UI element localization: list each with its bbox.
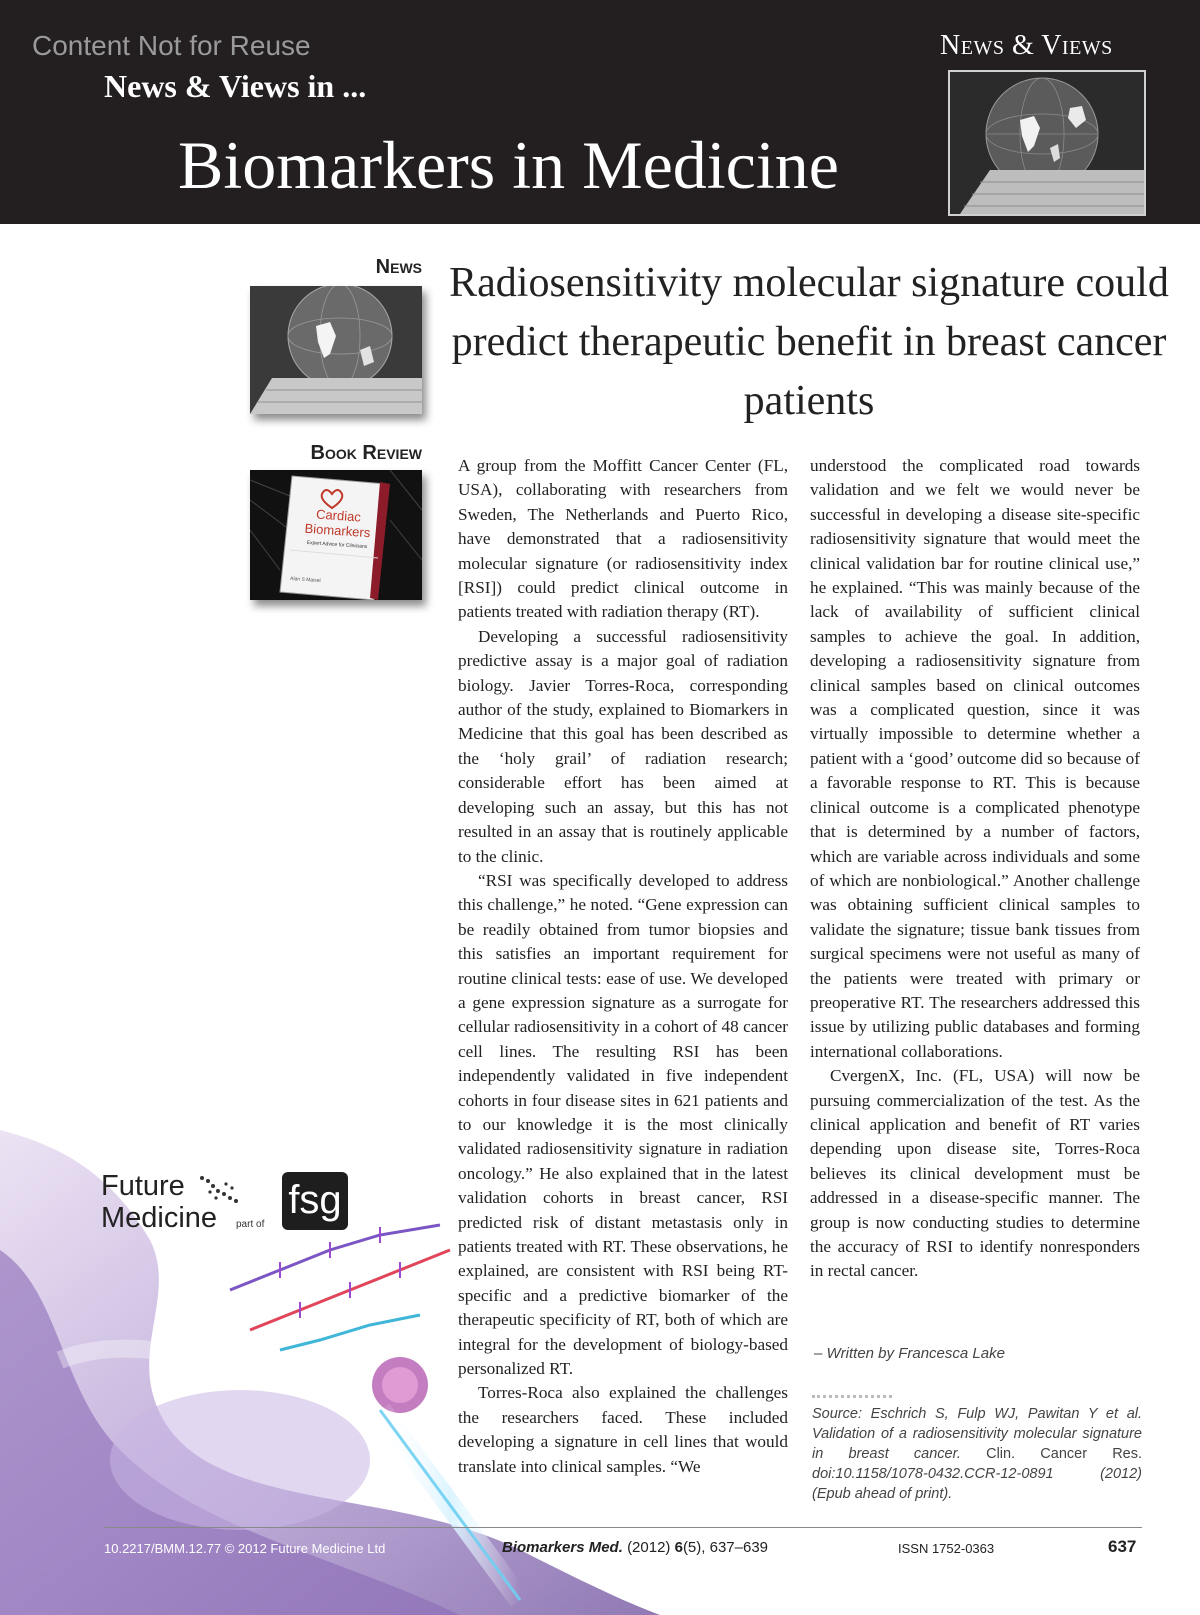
- source-citation: [812, 1404, 1142, 1504]
- book-subtitle: Expert Advice for Clinicians: [306, 539, 368, 551]
- footer-issue-pages: (5), 637–639: [682, 1539, 769, 1556]
- footer-divider: [104, 1527, 1142, 1528]
- paragraph: Torres-Roca also explained the challenges the researchers faced. These included developing a signature in cell lines that would translate into clinical samples. “We: [458, 1383, 788, 1476]
- logo-word-medicine: Medicine: [101, 1202, 218, 1234]
- fsg-logo[interactable]: fsg: [282, 1172, 348, 1230]
- footer-volume: 6: [674, 1539, 683, 1556]
- paragraph: CvergenX, Inc. (FL, USA) will now be pursuing commercialization of the test. As the clinical application and benefit of RT varies depending upon disease site, Torres-Roca believes its clinical development must be addressed in a disease-specific manner. The group is now conducting studies to determine the accuracy of RSI to identify nonresponders in rectal cancer.: [810, 1066, 1140, 1281]
- book-review-label: Book Review: [310, 442, 422, 464]
- news-thumbnail[interactable]: [250, 286, 422, 414]
- footer-issn: ISSN 1752-0363: [898, 1541, 995, 1556]
- source-journal: Clin. Cancer Res.: [986, 1446, 1143, 1462]
- source-epub: (Epub ahead of print).: [812, 1486, 953, 1502]
- news-label: News: [375, 256, 422, 278]
- article-column-2: [810, 454, 1140, 1284]
- journal-title: Biomarkers in Medicine: [178, 127, 839, 203]
- source-authors: Eschrich S, Fulp WJ, Pawitan Y et al.: [870, 1406, 1143, 1422]
- source-title: Validation of a radiosensitivity molecular signature in breast cancer.: [812, 1426, 1142, 1462]
- watermark: Content Not for Reuse: [32, 30, 311, 61]
- page-number: 637: [1108, 1537, 1137, 1556]
- part-of-label: part of: [236, 1219, 265, 1230]
- logo-dots-icon: [196, 1172, 246, 1212]
- source-doi[interactable]: doi:10.1158/1078-0432.CCR-12-0891 (2012): [812, 1466, 1142, 1482]
- logo-word-future: Future: [101, 1170, 185, 1202]
- footer-citation: [502, 1539, 768, 1556]
- article-column-1: [458, 454, 788, 1479]
- book-title: Cardiac Biomarkers: [304, 506, 371, 541]
- journal-header: [0, 0, 1200, 224]
- byline: – Written by Francesca Lake: [814, 1345, 1005, 1362]
- footer-journal: Biomarkers Med.: [502, 1539, 623, 1556]
- series-title: News & Views in ...: [104, 68, 367, 104]
- footer-year: (2012): [627, 1539, 671, 1556]
- divider: [812, 1395, 892, 1402]
- book-editor: Alan S Maisel: [289, 575, 321, 585]
- article-headline: Radiosensitivity molecular signature could predict therapeutic benefit in breast cancer patients: [449, 260, 1169, 424]
- footer-doi: 10.2217/BMM.12.77 © 2012 Future Medicine Ltd: [104, 1541, 386, 1556]
- corner-label: News & Views: [940, 30, 1113, 61]
- paragraph: “RSI was specifically developed to address this challenge,” he noted. “Gene expression can be readily obtained from tumor biopsies and this satisfies an important requirement for routine clinical tests: ease of use. We developed a gene expression signature as a surrogate for cellular radiosensitivity in a cohort of 48 cancer cell lines. The resulting RSI has been independently validated in five independent cohorts in four disease sites in 621 patients and to our knowledge it is the most clinically validated radiosensitivity signature in radiation oncology.” He also explained that in the latest validation cohorts in breast cancer, RSI predicted risk of distant metastasis only in patients treated with RT. These observations, he explained, are consistent with RSI being RT-specific and a predictive biomarker of the therapeutic specificity of RT, both of which are integral for the development of biology-based personalized RT.: [458, 870, 788, 1379]
- paragraph: Developing a successful radiosensitivity predictive assay is a major goal of radiation biology. Javier Torres-Roca, corresponding author of the study, explained to Biomarkers in Medicine that this goal has been described as the ‘holy grail’ of radiation research; considerable effort has been aimed at developing such an assay, but this has not resulted in an assay that is routinely applicable to the clinic.: [458, 626, 788, 866]
- paragraph: A group from the Moffitt Cancer Center (FL, USA), collaborating with researchers from Sweden, The Netherlands and Puerto Rico, have demonstrated that a radiosensitivity molecular signature (or radiosensitivity index [RSI]) could predict clinical outcome in patients treated with radiation therapy (RT).: [458, 456, 788, 622]
- book-cover-thumbnail[interactable]: [250, 470, 422, 600]
- paragraph: understood the complicated road towards validation and we felt we would never be successful in developing a disease site-specific radiosensitivity signature that would meet the clinical validation bar for routine clinical use,” he explained. “This was mainly because of the lack of availability of sufficient clinical samples to achieve the goal. In addition, developing a radiosensitivity signature from clinical samples based on clinical outcomes was a complicated question, since it was virtually impossible to determine whether a patient with a ‘good’ outcome did so because of a favorable response to RT. This is because clinical outcome is a complicated phenotype that is determined by a number of factors, which are variable across individuals and some of which are nonbiological.” Another challenge was obtaining sufficient clinical samples to validate the signature; tissue bank tissues from surgical specimens were not useful as many of the patients were treated with primary or preoperative RT. The researchers addressed this issue by utilizing public databases and forming international collaborations.: [810, 456, 1140, 1061]
- source-label: Source:: [812, 1406, 862, 1422]
- globe-keyboard-image: [948, 70, 1146, 216]
